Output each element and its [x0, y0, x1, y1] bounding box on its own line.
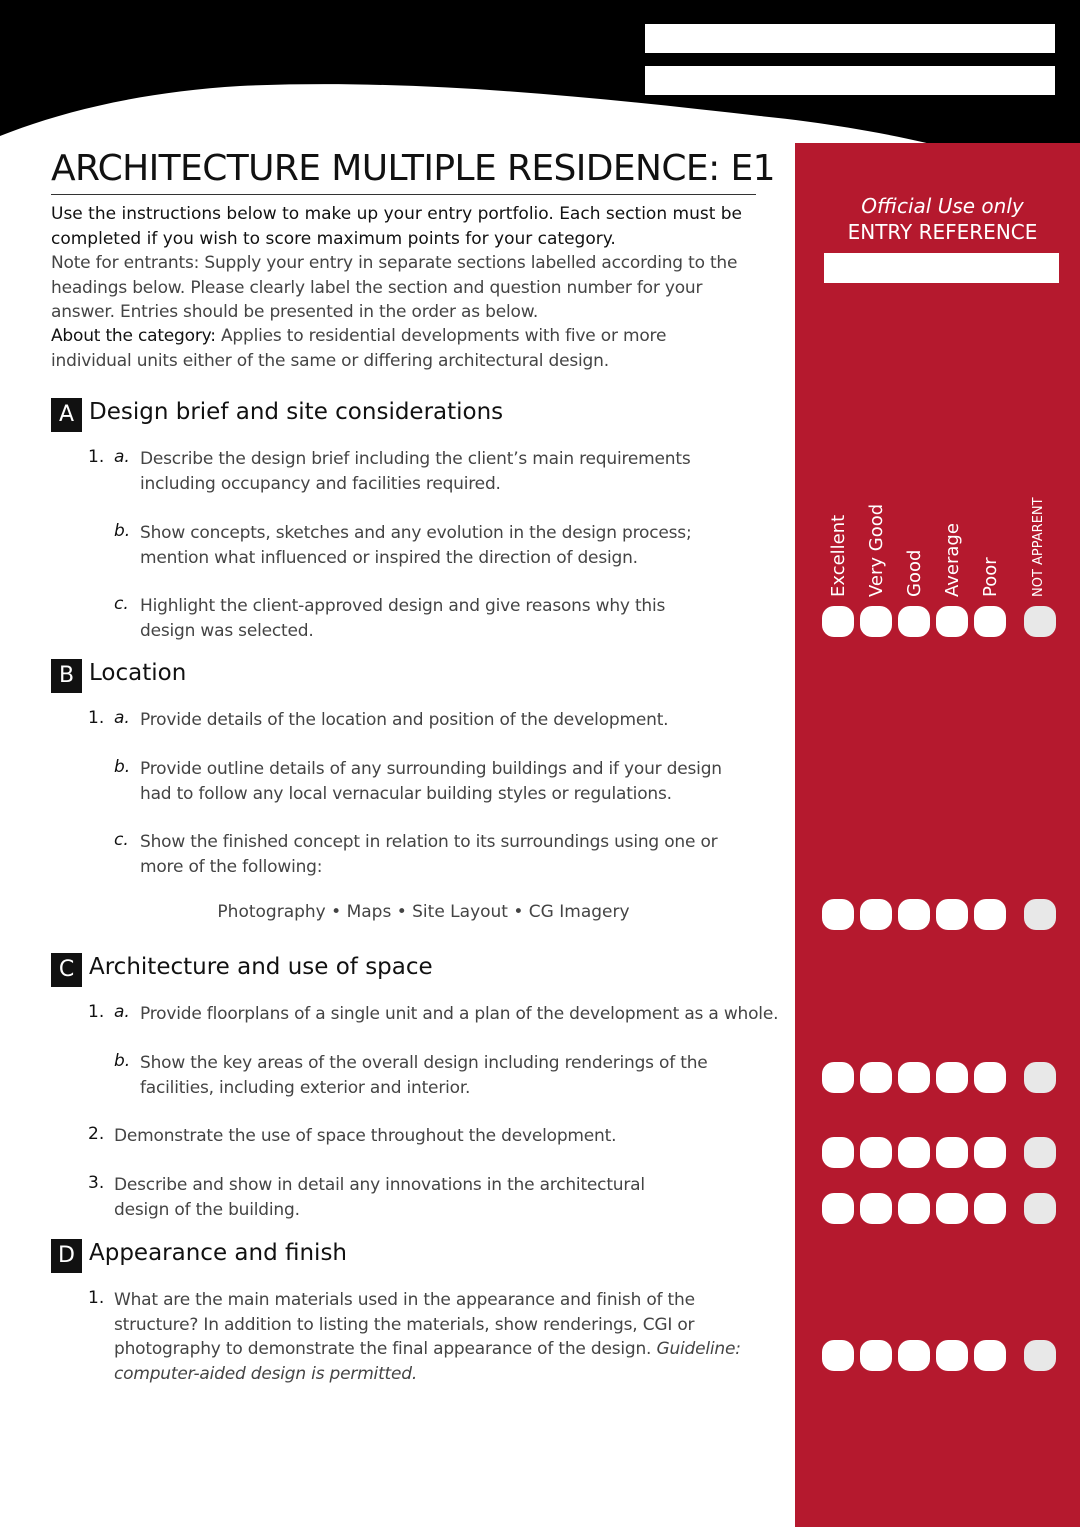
rating-label-not-apparent: NOT APPARENT	[1031, 497, 1046, 597]
question-number: 1.	[88, 1002, 105, 1022]
rating-circle-good[interactable]	[898, 899, 930, 930]
rating-circle-not-apparent[interactable]	[1024, 899, 1056, 930]
question-text: Highlight the client-approved design and give reasons why this design was selected.	[140, 596, 666, 641]
rating-circle-excellent[interactable]	[822, 1137, 854, 1168]
rating-circle-very-good[interactable]	[860, 1062, 892, 1093]
intro-note: Note for entrants: Supply your entry in separate sections labelled according to the headings below. Please clearly label the section and question number for your answer. Entries should be presented in the order as below.	[51, 253, 738, 322]
question-text: Show the key areas of the overall design including renderings of the facilities, including exterior and interior.	[140, 1053, 708, 1098]
question-number: 3.	[88, 1173, 105, 1193]
question-text: Provide outline details of any surrounding buildings and if your design had to follow any local vernacular building styles or regulations.	[140, 759, 722, 804]
rating-circle-poor[interactable]	[974, 1340, 1006, 1371]
rating-circle-not-apparent[interactable]	[1024, 1062, 1056, 1093]
rating-circle-good[interactable]	[898, 1193, 930, 1224]
about-category-label: About the category:	[51, 326, 216, 346]
sub-question-label: a.	[114, 708, 130, 728]
question-number: 2.	[88, 1124, 105, 1144]
guideline-note: Guideline: computer-aided design is permitted.	[114, 1339, 741, 1384]
section-c-letter: C	[51, 953, 82, 987]
header-field-box-2[interactable]	[645, 66, 1055, 95]
question-text: Show concepts, sketches and any evolution in the design process; mention what influenced or inspired the direction of design.	[140, 523, 692, 568]
rating-circle-very-good[interactable]	[860, 1193, 892, 1224]
rating-circle-excellent[interactable]	[822, 899, 854, 930]
entry-reference-field[interactable]	[824, 253, 1059, 283]
question-number: 1.	[88, 708, 105, 728]
entry-reference-label: ENTRY REFERENCE	[847, 220, 1038, 244]
rating-label-poor: Poor	[980, 557, 1001, 597]
rating-circle-excellent[interactable]	[822, 1340, 854, 1371]
rating-circle-very-good[interactable]	[860, 1137, 892, 1168]
rating-circle-poor[interactable]	[974, 1062, 1006, 1093]
rating-circle-average[interactable]	[936, 606, 968, 637]
question-text: Demonstrate the use of space throughout the development.	[114, 1126, 617, 1146]
rating-circle-not-apparent[interactable]	[1024, 1340, 1056, 1371]
rating-circle-very-good[interactable]	[860, 606, 892, 637]
intro-about-category	[51, 324, 751, 373]
sub-question-label: b.	[114, 1051, 131, 1071]
section-c-title: Architecture and use of space	[89, 954, 433, 980]
scoring-sidebar	[795, 143, 1080, 1527]
question-text: Show the finished concept in relation to its surroundings using one or more of the following:	[140, 832, 718, 877]
rating-row-section-d	[822, 1340, 1062, 1372]
question-body: What are the main materials used in the appearance and finish of the structure? In addition to listing the materials, show renderings, CGI or photography to demonstrate the final appearance of the design.	[114, 1290, 695, 1359]
rating-circle-average[interactable]	[936, 1062, 968, 1093]
rating-circle-good[interactable]	[898, 1137, 930, 1168]
section-a-letter: A	[51, 398, 82, 432]
rating-circle-average[interactable]	[936, 1340, 968, 1371]
rating-circle-poor[interactable]	[974, 1193, 1006, 1224]
intro-instructions: Use the instructions below to make up your entry portfolio. Each section must be completed if you wish to score maximum points for your category.	[51, 204, 743, 249]
question-text: Provide details of the location and position of the development.	[140, 710, 669, 730]
rating-circle-not-apparent[interactable]	[1024, 1193, 1056, 1224]
rating-circle-average[interactable]	[936, 899, 968, 930]
sub-question-label: b.	[114, 757, 131, 777]
rating-circle-good[interactable]	[898, 606, 930, 637]
media-options-list: Photography • Maps • Site Layout • CG Imagery	[217, 902, 630, 922]
rating-circle-average[interactable]	[936, 1193, 968, 1224]
rating-label-good: Good	[904, 549, 925, 597]
section-d-letter: D	[51, 1239, 82, 1273]
title-divider	[51, 194, 756, 195]
question-text: Provide floorplans of a single unit and a plan of the development as a whole.	[140, 1004, 779, 1024]
sub-question-label: c.	[114, 594, 129, 614]
sub-question-label: b.	[114, 521, 131, 541]
question-text	[114, 1288, 754, 1386]
rating-circle-average[interactable]	[936, 1137, 968, 1168]
section-d-title: Appearance and finish	[89, 1240, 348, 1266]
rating-circle-excellent[interactable]	[822, 606, 854, 637]
question-text: Describe the design brief including the client’s main requirements including occupancy and facilities required.	[140, 449, 691, 494]
rating-circle-not-apparent[interactable]	[1024, 606, 1056, 637]
section-a-title: Design brief and site considerations	[89, 399, 504, 425]
rating-label-average: Average	[942, 523, 963, 597]
rating-label-excellent: Excellent	[828, 514, 849, 597]
rating-circle-not-apparent[interactable]	[1024, 1137, 1056, 1168]
sub-question-label: c.	[114, 830, 129, 850]
header-field-box-1[interactable]	[645, 24, 1055, 53]
section-b-letter: B	[51, 659, 82, 693]
rating-circle-good[interactable]	[898, 1062, 930, 1093]
question-number: 1.	[88, 447, 105, 467]
rating-circle-poor[interactable]	[974, 899, 1006, 930]
rating-circle-poor[interactable]	[974, 1137, 1006, 1168]
rating-row-section-c-3	[822, 1193, 1062, 1225]
rating-circle-good[interactable]	[898, 1340, 930, 1371]
sub-question-label: a.	[114, 447, 130, 467]
about-category-text: Applies to residential developments with five or more individual units either of the same or differing architectural design.	[51, 326, 667, 371]
rating-row-section-a	[822, 606, 1062, 638]
section-b-title: Location	[89, 660, 187, 686]
rating-label-very-good: Very Good	[866, 503, 887, 597]
rating-row-section-c-2	[822, 1137, 1062, 1169]
rating-row-section-c-1	[822, 1062, 1062, 1094]
rating-circle-very-good[interactable]	[860, 899, 892, 930]
rating-circle-excellent[interactable]	[822, 1062, 854, 1093]
official-use-label: Official Use only	[861, 194, 1024, 218]
question-text: Describe and show in detail any innovations in the architectural design of the building.	[114, 1175, 645, 1220]
rating-circle-excellent[interactable]	[822, 1193, 854, 1224]
question-number: 1.	[88, 1288, 105, 1308]
rating-row-section-b	[822, 899, 1062, 931]
rating-circle-very-good[interactable]	[860, 1340, 892, 1371]
rating-circle-poor[interactable]	[974, 606, 1006, 637]
sub-question-label: a.	[114, 1002, 130, 1022]
page-title: ARCHITECTURE MULTIPLE RESIDENCE: E1	[51, 148, 775, 189]
